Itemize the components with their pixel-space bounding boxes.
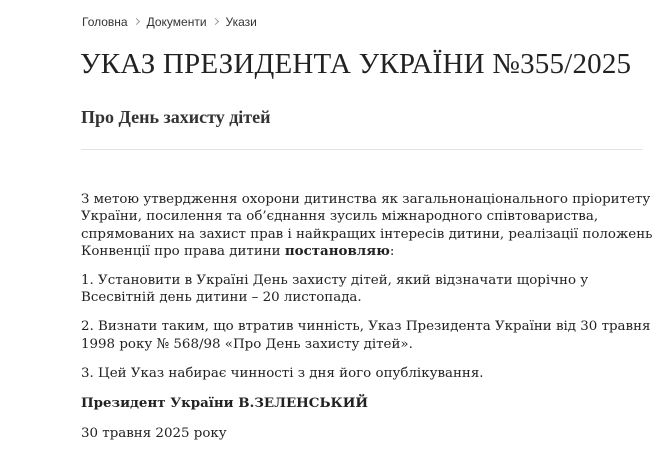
divider [81, 149, 643, 150]
breadcrumb-home-link[interactable]: Головна [82, 15, 128, 29]
decree-item-2: 2. Визнати таким, що втратив чинність, Указ Президента України від 30 травня 1998 року № 568/98 «Про День захисту дітей». [81, 319, 651, 352]
intro-text: З метою утвердження охорони дитинства як загальнонаціонального пріоритету України, посилення та об’єднання зусиль міжнародного співтовариства, спрямованих на захист прав і найкращих інтересів дитини, реалізації положень Конвенції про права дитини [81, 192, 653, 260]
decree-body [81, 191, 656, 454]
decree-item-3: 3. Цей Указ набирає чинності з дня його опублікування. [81, 366, 484, 382]
intro-paragraph [81, 191, 656, 261]
breadcrumb-documents-link[interactable]: Документи [146, 15, 207, 29]
page-title: УКАЗ ПРЕЗИДЕНТА УКРАЇНИ №355/2025 [80, 48, 632, 80]
document-subtitle: Про День захисту дітей [81, 107, 271, 127]
decree-item-1: 1. Установити в Україні День захисту дітей, який відзначати щорічно у Всесвітній день дитини – 20 листопада. [81, 272, 589, 306]
chevron-right-icon [133, 18, 140, 25]
breadcrumb-decrees-link[interactable]: Укази [225, 15, 257, 29]
intro-keyword: постановляю [284, 243, 390, 260]
chevron-right-icon [211, 18, 218, 25]
signature-text: Президент України В.ЗЕЛЕНСЬКИЙ [81, 394, 369, 411]
intro-end: : [389, 244, 395, 260]
breadcrumb [82, 15, 257, 29]
document-date: 30 травня 2025 року [81, 426, 227, 442]
signature [81, 395, 656, 412]
